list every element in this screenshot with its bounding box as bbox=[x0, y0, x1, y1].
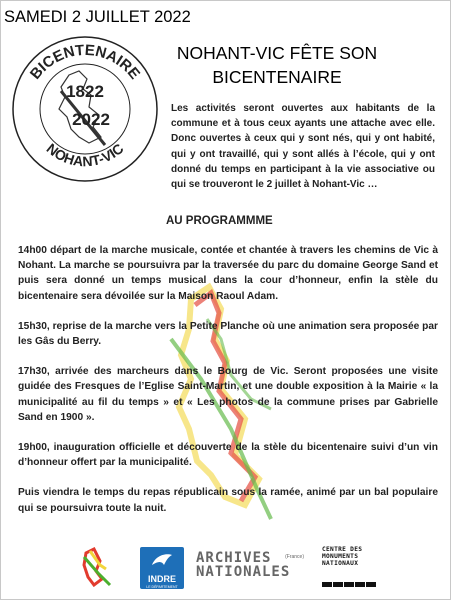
title-line-2: BICENTENAIRE bbox=[212, 67, 342, 87]
archives-line-2: NATIONALES bbox=[196, 564, 291, 580]
indre-departement-logo bbox=[140, 547, 184, 589]
cmn-text: CENTRE DES MONUMENTS NATIONAUX bbox=[322, 546, 363, 567]
monuments-nationaux-logo bbox=[322, 547, 376, 587]
program-item: 15h30, reprise de la marche vers la Petite Planche où une animation sera proposée par les Gâs du Berry. bbox=[18, 320, 438, 348]
seal-top-text: BICENTENAIRE bbox=[26, 41, 144, 83]
seal-year-start: 1822 bbox=[66, 82, 104, 101]
indre-label: INDRE bbox=[147, 574, 176, 584]
program-item: 17h30, arrivée des marcheurs dans le Bourg de Vic. Seront proposées une visite guidée des Fresques de l’Eglise Saint-Martin, et une double exposition à la Mairie « la municipalité au fil du temps » et « Les photos de la commune prises par Gabrielle Sand en 1900 ». bbox=[18, 366, 438, 423]
program-item: 14h00 départ de la marche musicale, contée et chantée à travers les chemins de Vic à Nohant. La marche se poursuivra par la traversée du parc du domaine George Sand et puis sera donné un temps musical dans la cour d’honneur, enfin la stèle du bicentenaire sera dévoilée sur la Maison Raoul Adam. bbox=[18, 245, 438, 302]
indre-sub: LE DÉPARTEMENT bbox=[146, 585, 178, 589]
archives-nationales-logo bbox=[196, 551, 304, 585]
program-heading: AU PROGRAMMME bbox=[166, 215, 273, 227]
archives-line-1: ARCHIVES bbox=[196, 550, 272, 566]
cmn-bars bbox=[322, 582, 376, 587]
seal-year-end: 2022 bbox=[72, 110, 110, 129]
sponsor-logos bbox=[1, 541, 451, 591]
program-item: Puis viendra le temps du repas républicain sous la ramée, animé par un bal populaire qui se poursuivra toute la nuit. bbox=[18, 487, 438, 514]
program-list bbox=[18, 243, 438, 531]
intro-paragraph: Les activités seront ouvertes aux habitants de la commune et à tous ceux ayants une attache avec elle. Donc ouvertes à ceux qui y sont nés, qui y ont habité, qui y ont travaillé, qui y sont allés à l’école, qui y ont donné du temps en participant à la vie associative ou qui se trouveront le 2 juillet à Nohant-Vic … bbox=[171, 103, 435, 191]
archives-country: (France) bbox=[285, 554, 304, 560]
seal-bottom-text: NOHANT-VIC bbox=[43, 140, 127, 170]
program-item: 19h00, inauguration officielle et découverte de la stèle du bicentenaire suivi d’un vin d’honneur offert par la municipalité. bbox=[18, 442, 438, 469]
commune-flag-logo bbox=[80, 547, 114, 587]
bicentenaire-seal bbox=[9, 33, 161, 183]
title-line-1: NOHANT-VIC FÊTE SON bbox=[176, 43, 378, 63]
event-date: SAMEDI 2 JUILLET 2022 bbox=[4, 8, 191, 26]
bird-icon bbox=[140, 547, 184, 573]
page-title bbox=[167, 41, 387, 89]
